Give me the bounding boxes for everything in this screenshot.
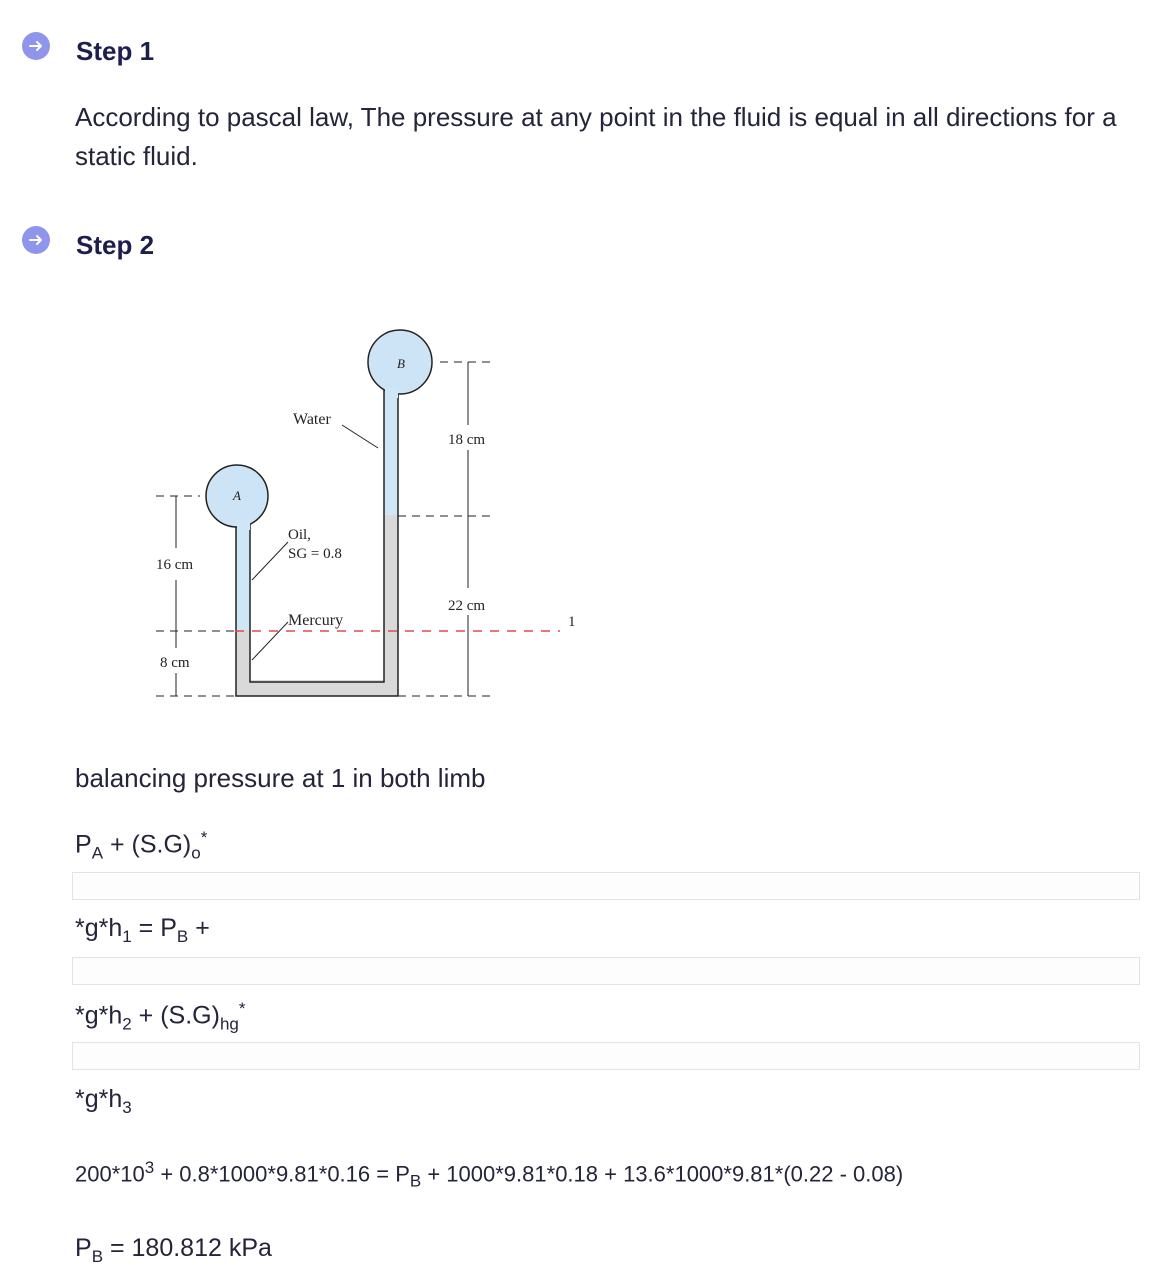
dim-18cm: 18 cm — [448, 432, 486, 448]
dim-22cm: 22 cm — [448, 598, 486, 614]
label-b: B — [397, 356, 405, 371]
blank-field-3 — [72, 1042, 1140, 1070]
step-1-arrow-icon[interactable] — [22, 32, 50, 60]
label-a: A — [233, 488, 241, 503]
intro-text: balancing pressure at 1 in both limb — [75, 763, 486, 793]
dim-8cm: 8 cm — [160, 655, 190, 671]
blank-field-1 — [72, 872, 1140, 900]
label-water: Water — [293, 411, 331, 428]
step-1-title: Step 1 — [76, 36, 155, 66]
equation-line-3: $*g*h_2 + (S.G)_{hg}^*$ — [75, 999, 246, 1034]
blank-field-2 — [72, 957, 1140, 985]
equation-line-4: $*g*h_3$ — [75, 1085, 132, 1117]
label-mercury: Mercury — [288, 612, 344, 629]
label-oil-2: SG = 0.8 — [288, 546, 342, 562]
equation-line-1: $P_A + (S.G)_o^*$ — [75, 828, 208, 863]
label-oil-1: Oil, — [288, 527, 311, 543]
level-label: 1 — [568, 614, 576, 630]
dim-16cm: 16 cm — [156, 557, 194, 573]
result-line: $P_B = 180.812$ kPa — [75, 1234, 272, 1266]
step-2-arrow-icon[interactable] — [22, 226, 50, 254]
u-tube — [236, 390, 398, 696]
equation-line-5: $200*10^3 + 0.8*1000*9.81*0.16 = P_B + 1000*9.81*0.18 + 13.6*1000*9.81*(0.22 - 0.08)$ — [75, 1158, 904, 1191]
manometer-diagram — [140, 320, 590, 720]
step-2-title: Step 2 — [76, 230, 155, 260]
step-1-text: According to pascal law, The pressure at any point in the fluid is equal in all directions for a static fluid. — [75, 102, 1117, 171]
equation-line-2: $*g*h_1 = P_B$ + — [75, 914, 210, 946]
